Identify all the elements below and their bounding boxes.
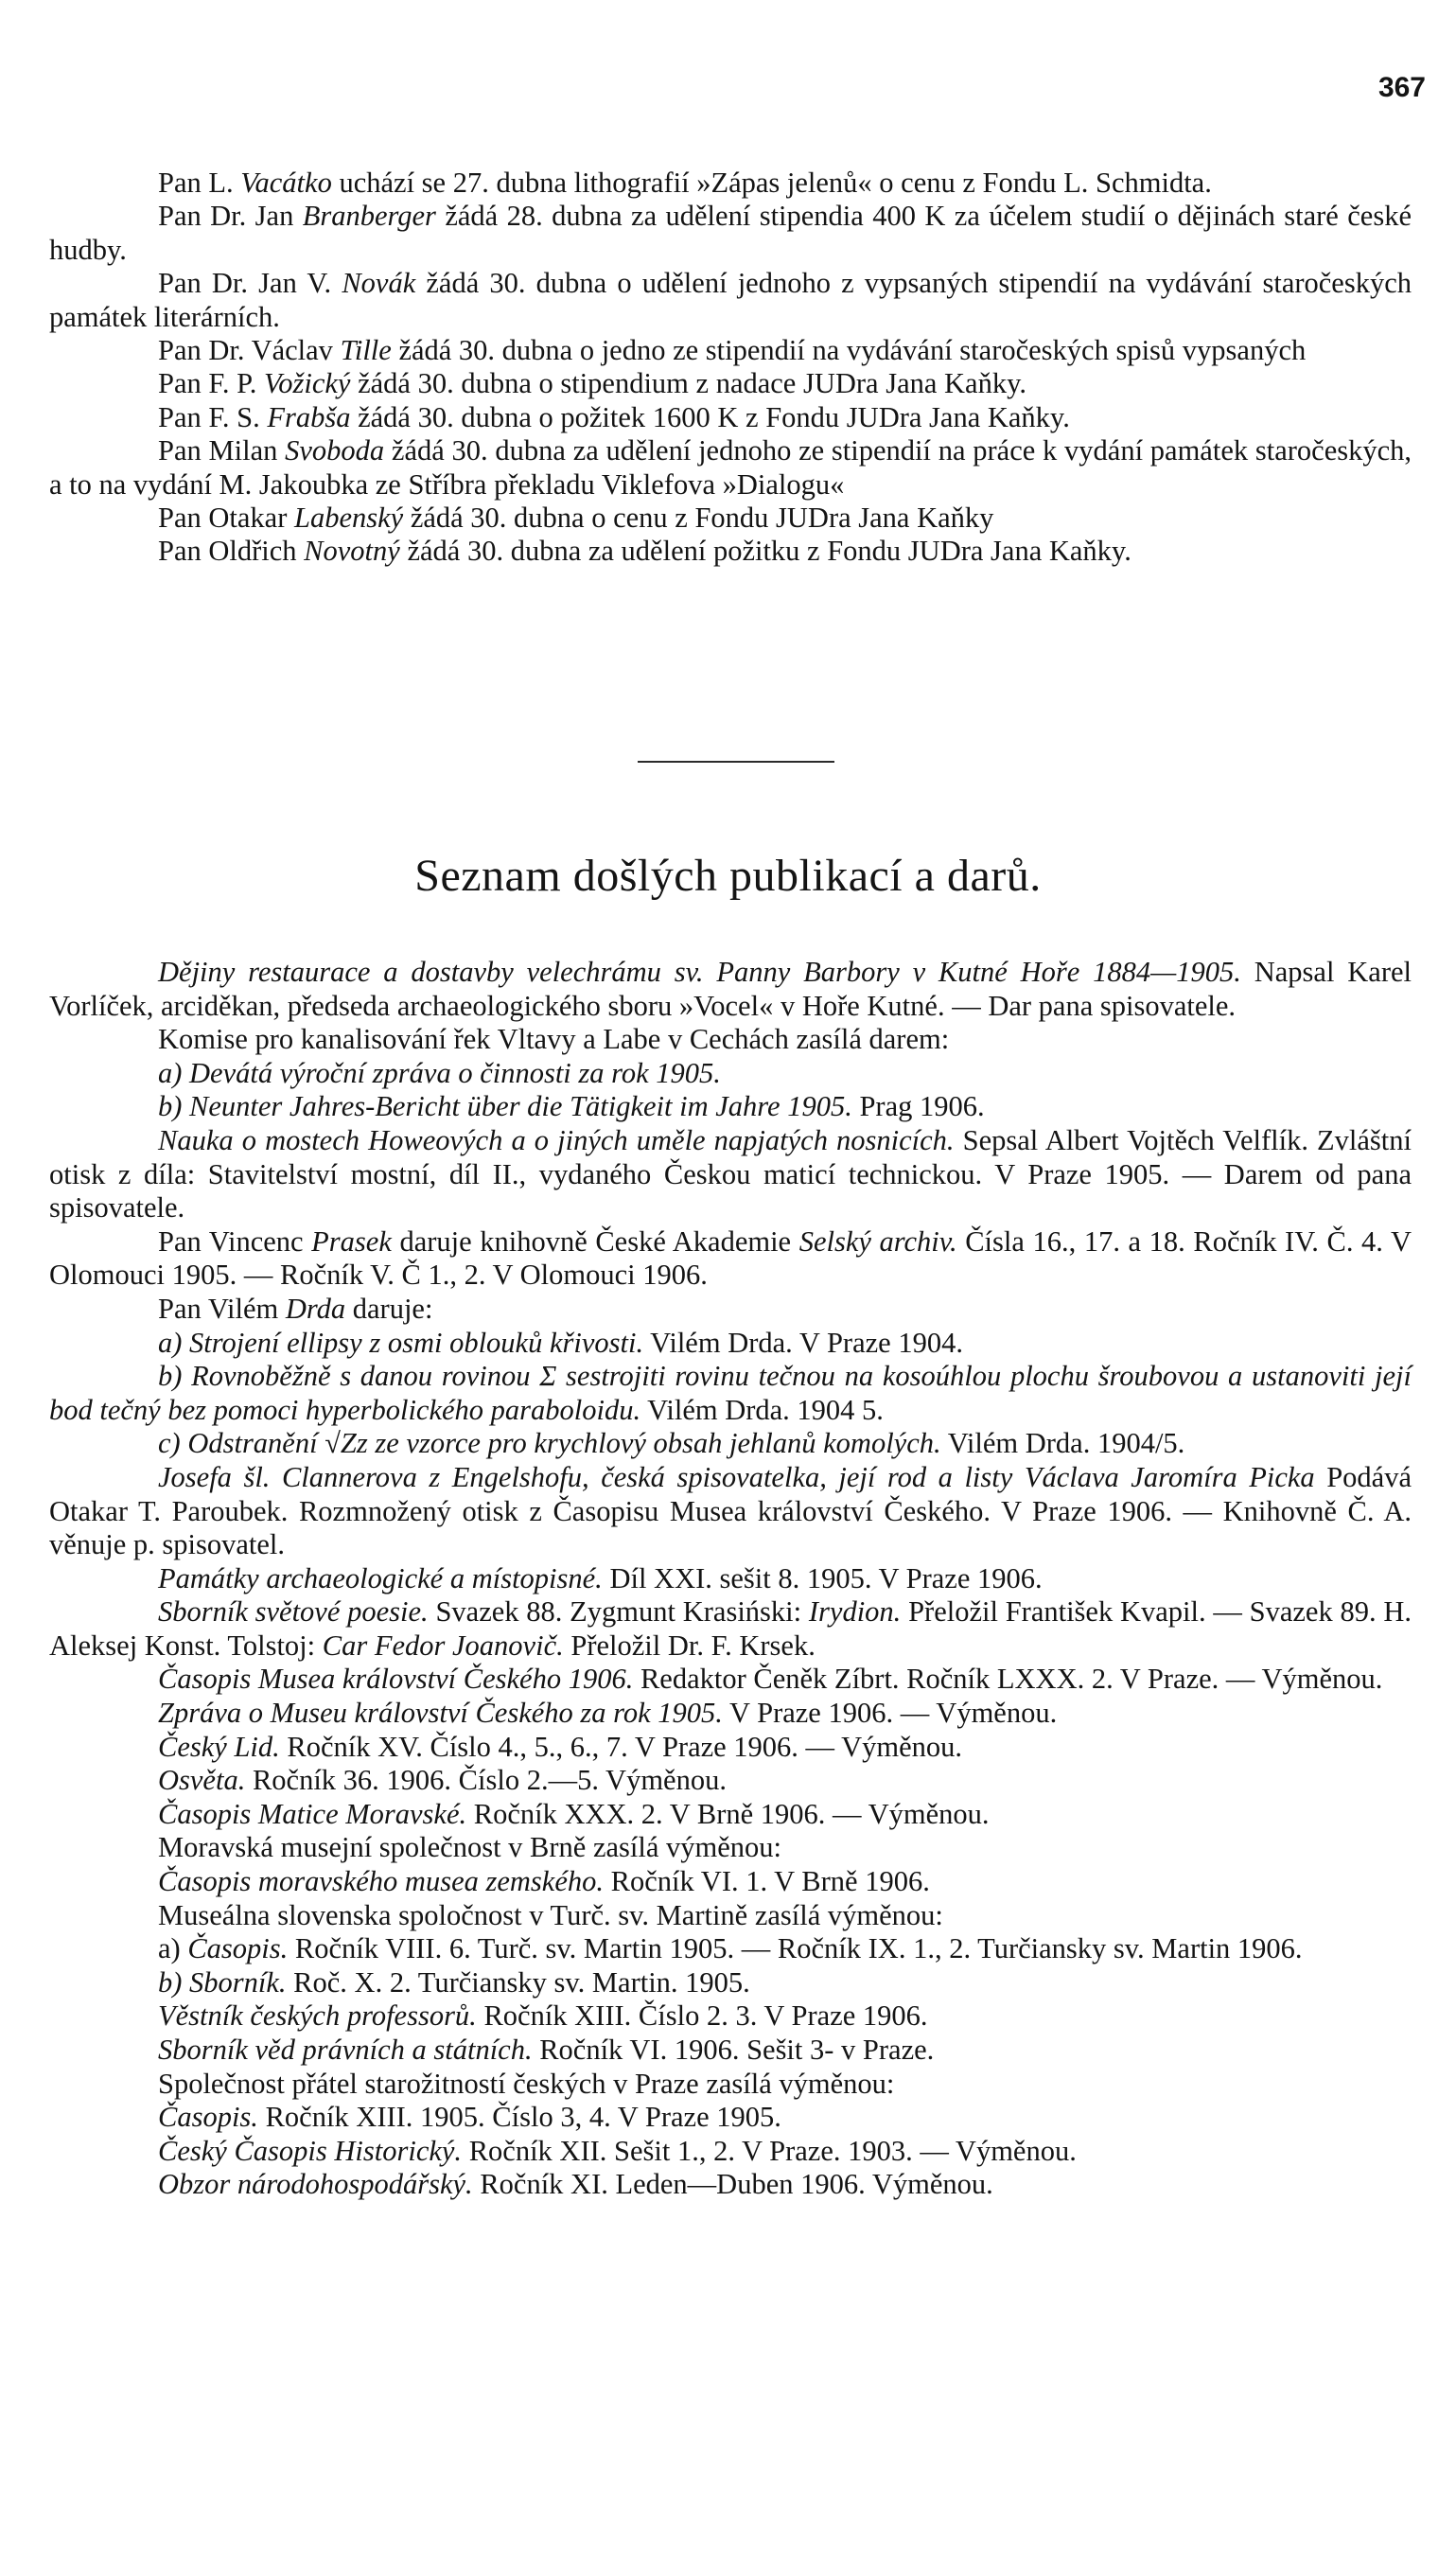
publication-entry: Věstník českých professorů. Ročník XIII. Číslo 2. 3. V Praze 1906.: [158, 1999, 928, 2033]
publication-subentry: Časopis. Ročník XIII. 1905. Číslo 3, 4. V Praze 1905.: [158, 2101, 781, 2134]
publication-entry: Památky archaeologické a místopisné. Díl XXI. sešit 8. 1905. V Praze 1906.: [158, 1561, 1043, 1594]
publication-entry: Společnost přátel starožitností českých v Praze zasílá výměnou:: [158, 2067, 895, 2100]
application-entry: Pan Dr. Václav Tille žádá 30. dubna o jedno ze stipendií na vydávání staročeských spisů vypsaných: [158, 334, 1307, 367]
publication-entry: Český Lid. Ročník XV. Číslo 4., 5., 6., 7. V Praze 1906. — Výměnou.: [158, 1730, 963, 1763]
publications-list: [49, 956, 1412, 2202]
publication-entry: Museálna slovenska spoločnost v Turč. sv. Martině zasílá výměnou:: [158, 1898, 943, 1931]
publication-entry: Dějiny restaurace a dostavby velechrámu sv. Panny Barbory v Kutné Hoře 1884—1905. Napsal Karel Vorlíček, arciděkan, předseda archaeologického sboru »Vocel« v Hoře Kutné. — Dar pana spisovatele.: [49, 956, 1412, 1022]
publication-subentry: a) Časopis. Ročník VIII. 6. Turč. sv. Martin 1905. — Ročník IX. 1., 2. Turčiansky sv. Martin 1906.: [158, 1932, 1303, 1965]
publication-subentry: c) Odstranění √Zz ze vzorce pro krychlový obsah jehlanů komolých. Vilém Drda. 1904/5.: [158, 1427, 1185, 1460]
application-entry: Pan Otakar Labenský žádá 30. dubna o cenu z Fondu JUDra Jana Kaňky: [158, 502, 994, 535]
publication-entry: Obzor národohospodářský. Ročník XI. Leden—Duben 1906. Výměnou.: [158, 2168, 993, 2201]
publication-entry: Pan Vincenc Prasek daruje knihovně České Akademie Selský archiv. Čísla 16., 17. a 18. Ročník IV. Č. 4. V Olomouci 1905. — Ročník V. Č 1., 2. V Olomouci 1906.: [49, 1224, 1412, 1292]
application-entry: Pan Milan Svoboda žádá 30. dubna za udělení jednoho ze stipendií na práce k vydání památek staročeských, a to na vydání M. Jakoubka ze Stříbra překladu Viklefova »Dialogu«: [49, 434, 1412, 501]
publication-entry: Časopis Matice Moravské. Ročník XXX. 2. V Brně 1906. — Výměnou.: [158, 1797, 990, 1830]
page-number: 367: [1377, 72, 1426, 103]
application-entry: Pan F. S. Frabša žádá 30. dubna o požitek 1600 K z Fondu JUDra Jana Kaňky.: [158, 400, 1070, 433]
publication-entry: Moravská musejní společnost v Brně zasílá výměnou:: [158, 1831, 782, 1864]
section-heading: Seznam došlých publikací a darů.: [414, 851, 1042, 901]
publication-entry: Pan Vilém Drda daruje:: [158, 1292, 433, 1325]
application-entry: Pan Oldřich Novotný žádá 30. dubna za udělení požitku z Fondu JUDra Jana Kaňky.: [158, 535, 1131, 568]
publication-entry: Český Časopis Historický. Ročník XII. Sešit 1., 2. V Praze. 1903. — Výměnou.: [158, 2134, 1077, 2167]
application-entry: Pan Dr. Jan Branberger žádá 28. dubna za udělení stipendia 400 K za účelem studií o dějinách staré české hudby.: [49, 200, 1412, 266]
publication-subentry: Časopis moravského musea zemského. Ročník VI. 1. V Brně 1906.: [158, 1865, 930, 1898]
publication-entry: Josefa šl. Clannerova z Engelshofu, česká spisovatelka, její rod a listy Václava Jaromíra Picka Podává Otakar T. Paroubek. Rozmnožený otisk z Časopisu Musea království Českého. V Praze 1906. — Knihovně Č. A. věnuje p. spisovatel.: [49, 1460, 1412, 1561]
publication-subentry: a) Strojení ellipsy z osmi oblouků křivosti. Vilém Drda. V Praze 1904.: [158, 1326, 963, 1359]
applications-list: [49, 167, 1412, 569]
publication-subentry: b) Neunter Jahres-Bericht über die Tätigkeit im Jahre 1905. Prag 1906.: [158, 1090, 985, 1123]
publication-entry: Časopis Musea království Českého 1906. Redaktor Čeněk Zíbrt. Ročník LXXX. 2. V Praze. — Výměnou.: [158, 1663, 1383, 1696]
publication-entry: Nauka o mostech Howeových a o jiných uměle napjatých nosnicích. Sepsal Albert Vojtěch Velflík. Zvláštní otisk z díla: Stavitelství mostní, díl II., vydaného Českou maticí technickou. V Praze 1905. — Darem od pana spisovatele.: [49, 1123, 1412, 1224]
publication-entry: Zpráva o Museu království Českého za rok 1905. V Praze 1906. — Výměnou.: [158, 1697, 1058, 1730]
section-divider: [638, 761, 834, 763]
application-entry: Pan L. Vacátko uchází se 27. dubna lithografií »Zápas jelenů« o cenu z Fondu L. Schmidta.: [158, 167, 1212, 199]
publication-entry: Osvěta. Ročník 36. 1906. Číslo 2.—5. Výměnou.: [158, 1764, 727, 1797]
publication-subentry: a) Devátá výroční zpráva o činnosti za rok 1905.: [158, 1056, 721, 1089]
application-entry: Pan F. P. Vožický žádá 30. dubna o stipendium z nadace JUDra Jana Kaňky.: [158, 367, 1026, 400]
publication-entry: Komise pro kanalisování řek Vltavy a Labe v Cechách zasílá darem:: [158, 1023, 950, 1056]
publication-subentry: b) Rovnoběžně s danou rovinou Σ sestrojiti rovinu tečnou na kosoúhlou plochu šroubovou a ustanoviti její bod tečný bez pomoci hyperbolického paraboloidu. Vilém Drda. 1904 5.: [49, 1360, 1412, 1426]
publication-entry: Sborník věd právních a státních. Ročník VI. 1906. Sešit 3- v Praze.: [158, 2034, 935, 2066]
application-entry: Pan Dr. Jan V. Novák žádá 30. dubna o udělení jednoho z vypsaných stipendií na vydávání staročeských památek literárních.: [49, 267, 1412, 333]
publication-subentry: b) Sborník. Roč. X. 2. Turčiansky sv. Martin. 1905.: [158, 1965, 750, 1999]
publication-entry: Sborník světové poesie. Svazek 88. Zygmunt Krasiński: Irydion. Přeložil František Kvapil. — Svazek 89. H. Aleksej Konst. Tolstoj: Car Fedor Joanovič. Přeložil Dr. F. Krsek.: [49, 1595, 1412, 1662]
